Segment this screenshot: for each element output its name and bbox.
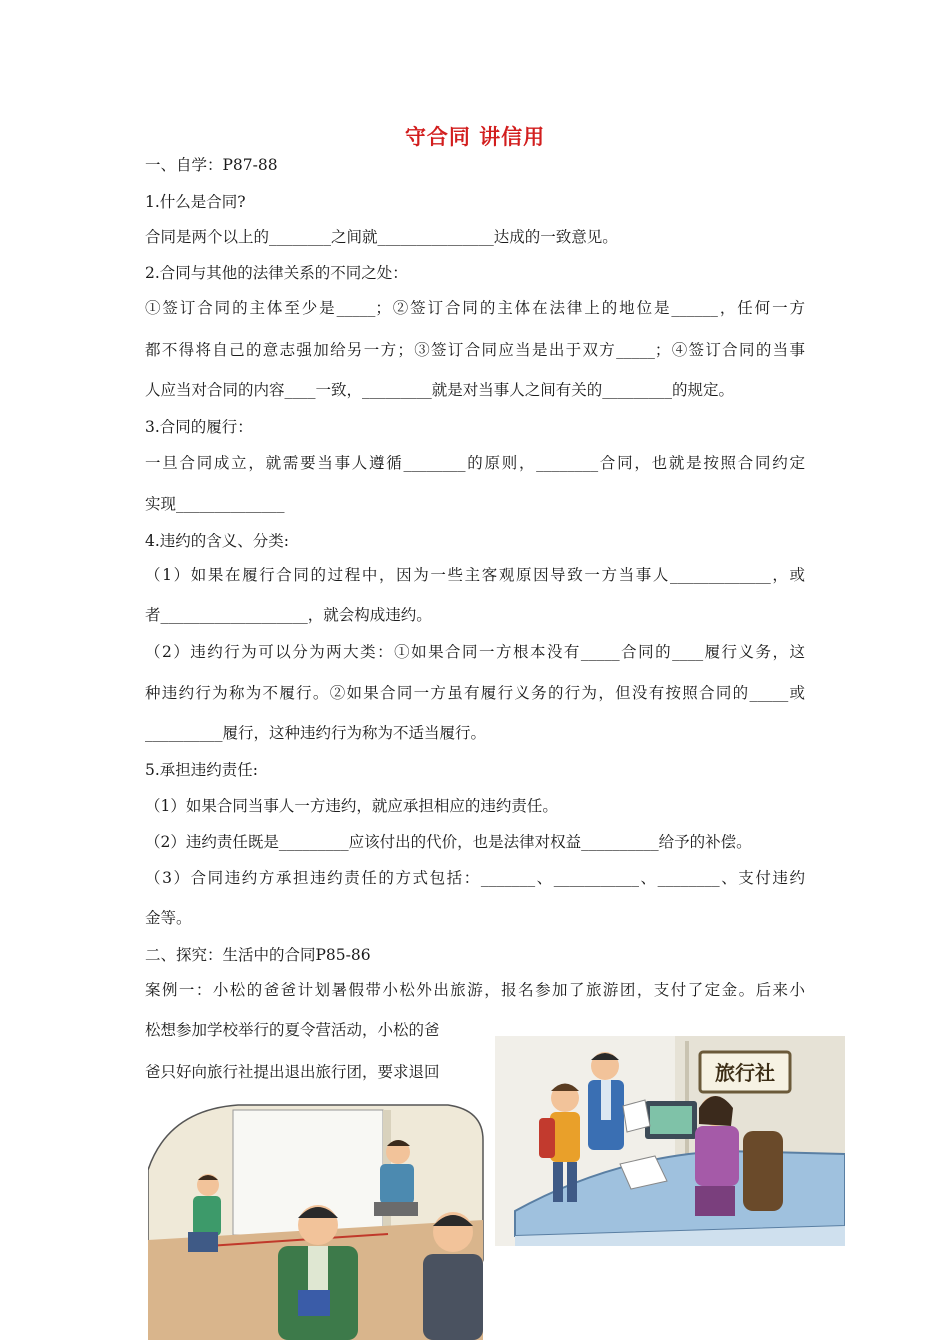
answer-line: __________履行，这种违约行为称为不适当履行。 bbox=[145, 724, 487, 742]
case-text: 爸只好向旅行社提出退出旅行团，要求退回 bbox=[145, 1063, 440, 1081]
answer-line: （1）如果在履行合同的过程中，因为一些主客观原因导致一方当事人_____________，或 bbox=[145, 566, 805, 584]
travel-agency-illustration bbox=[495, 1036, 845, 1246]
sign-text: 旅行社 bbox=[715, 1061, 775, 1085]
answer-line: 种违约行为称为不履行。②如果合同一方虽有履行义务的行为，但没有按照合同的_____或 bbox=[145, 684, 805, 702]
question-3: 3.合同的履行： bbox=[145, 418, 253, 436]
page-title: 守合同 讲信用 bbox=[404, 125, 546, 149]
answer-line: 实现______________ bbox=[145, 495, 285, 513]
answer-line: ①签订合同的主体至少是_____；②签订合同的主体在法律上的地位是______，任何一方 bbox=[145, 299, 805, 317]
case-text: 松想参加学校举行的夏令营活动，小松的爸 bbox=[145, 1021, 440, 1039]
question-1: 1.什么是合同? bbox=[145, 193, 246, 211]
answer-line: 者___________________，就会构成违约。 bbox=[145, 606, 432, 624]
question-5: 5.承担违约责任: bbox=[145, 761, 259, 779]
case-text: 案例一：小松的爸爸计划暑假带小松外出旅游，报名参加了旅游团，支付了定金。后来小 bbox=[145, 981, 805, 999]
answer-line: 金等。 bbox=[145, 909, 192, 927]
answer-line: （2）违约责任既是_________应该付出的代价，也是法律对权益__________给予的补偿。 bbox=[145, 833, 752, 851]
answer-line: 都不得将自己的意志强加给另一方；③签订合同应当是出于双方_____；④签订合同的当事 bbox=[145, 341, 805, 359]
measuring-floor-illustration bbox=[148, 1100, 498, 1340]
answer-line: 合同是两个以上的________之间就_______________达成的一致意见。 bbox=[145, 228, 618, 246]
answer-line: （2）违约行为可以分为两大类：①如果合同一方根本没有_____合同的____履行义务，这 bbox=[145, 643, 805, 661]
answer-line: 人应当对合同的内容____一致，_________就是对当事人之间有关的_________的规定。 bbox=[145, 381, 735, 399]
question-4: 4.违约的含义、分类: bbox=[145, 532, 290, 550]
answer-line: （3）合同违约方承担违约责任的方式包括：_______、___________、________、支付违约 bbox=[145, 869, 805, 887]
section-heading-self-study: 一、自学：P87-88 bbox=[145, 156, 278, 174]
answer-line: 一旦合同成立，就需要当事人遵循________的原则，________合同，也就是按照合同约定 bbox=[145, 454, 805, 472]
question-2: 2.合同与其他的法律关系的不同之处： bbox=[145, 264, 408, 282]
section-heading-explore: 二、探究：生活中的合同P85-86 bbox=[145, 946, 371, 964]
answer-line: （1）如果合同当事人一方违约，就应承担相应的违约责任。 bbox=[145, 797, 558, 815]
